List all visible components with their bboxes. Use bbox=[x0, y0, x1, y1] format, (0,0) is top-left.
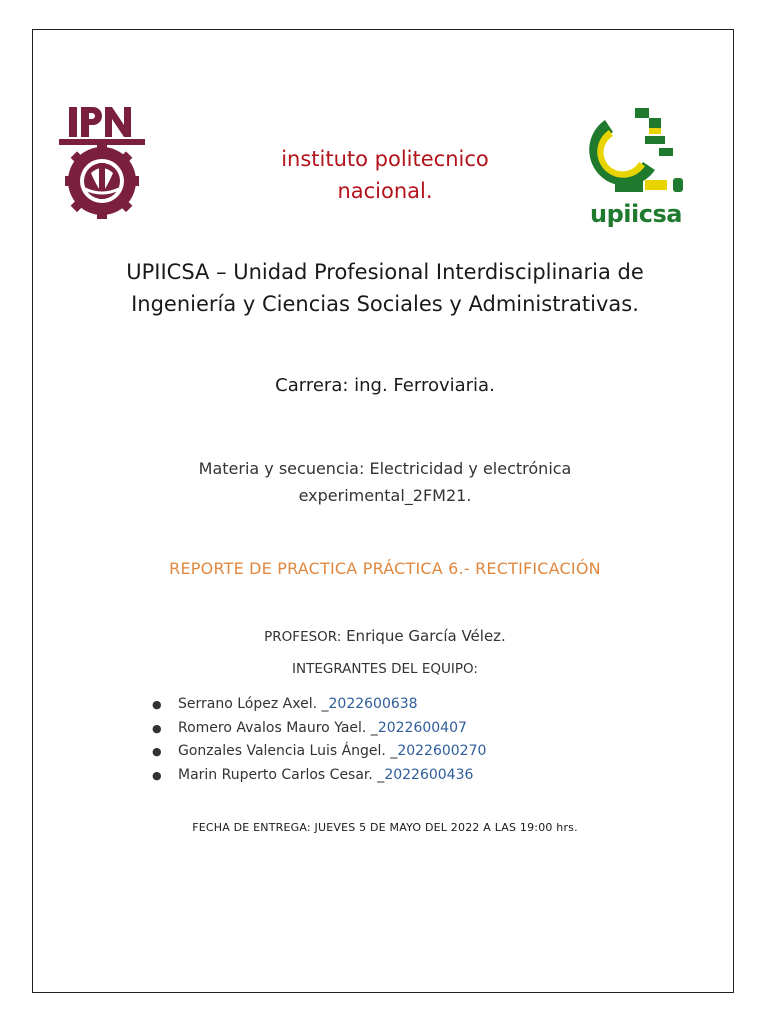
member-id: 2022600407 bbox=[377, 719, 467, 736]
list-item bbox=[152, 740, 486, 764]
bullet-icon: ● bbox=[152, 721, 162, 735]
integrantes-title: INTEGRANTES DEL EQUIPO: bbox=[292, 661, 478, 677]
ipn-logo-icon bbox=[55, 103, 150, 221]
list-item bbox=[152, 717, 486, 741]
member-name: Romero Avalos Mauro Yael. _ bbox=[178, 719, 378, 736]
institution-name-line-2: nacional. bbox=[337, 179, 433, 203]
bullet-icon: ● bbox=[152, 768, 162, 782]
carrera: Carrera: ing. Ferroviaria. bbox=[275, 375, 495, 396]
unidad-title-line-1: UPIICSA – Unidad Profesional Interdisciplinaria de bbox=[126, 260, 644, 284]
member-name: Serrano López Axel. _ bbox=[178, 696, 329, 712]
member-name: Marin Ruperto Carlos Cesar. _ bbox=[178, 766, 385, 783]
list-item bbox=[152, 693, 486, 717]
bullet-icon: ● bbox=[152, 698, 162, 711]
member-id: 2022600270 bbox=[397, 743, 487, 759]
profesor bbox=[60, 627, 710, 645]
bullet-icon: ● bbox=[152, 745, 162, 758]
materia-line-1: Materia y secuencia: Electricidad y electrónica bbox=[198, 459, 572, 478]
upiicsa-logo-text: upiicsa bbox=[590, 200, 682, 228]
institution-name bbox=[210, 143, 560, 207]
materia-line-2: experimental_2FM21. bbox=[298, 486, 472, 505]
report-title: REPORTE DE PRACTICA PRÁCTICA 6.- RECTIFICACIÓN bbox=[169, 559, 601, 578]
profesor-name: Enrique García Vélez. bbox=[341, 627, 506, 645]
profesor-label: PROFESOR: bbox=[264, 629, 342, 645]
institution-name-line-1: instituto politecnico bbox=[281, 147, 489, 171]
member-id: 2022600436 bbox=[384, 766, 474, 783]
unidad-title bbox=[60, 256, 710, 320]
unidad-title-line-2: Ingeniería y Ciencias Sociales y Administrativas. bbox=[131, 292, 639, 316]
members-list bbox=[152, 693, 486, 787]
delivery-date: FECHA DE ENTREGA: JUEVES 5 DE MAYO DEL 2022 A LAS 19:00 hrs. bbox=[192, 821, 578, 834]
materia bbox=[140, 455, 630, 509]
list-item bbox=[152, 764, 486, 788]
member-id: 2022600638 bbox=[328, 696, 418, 712]
member-name: Gonzales Valencia Luis Ángel. _ bbox=[178, 743, 398, 759]
